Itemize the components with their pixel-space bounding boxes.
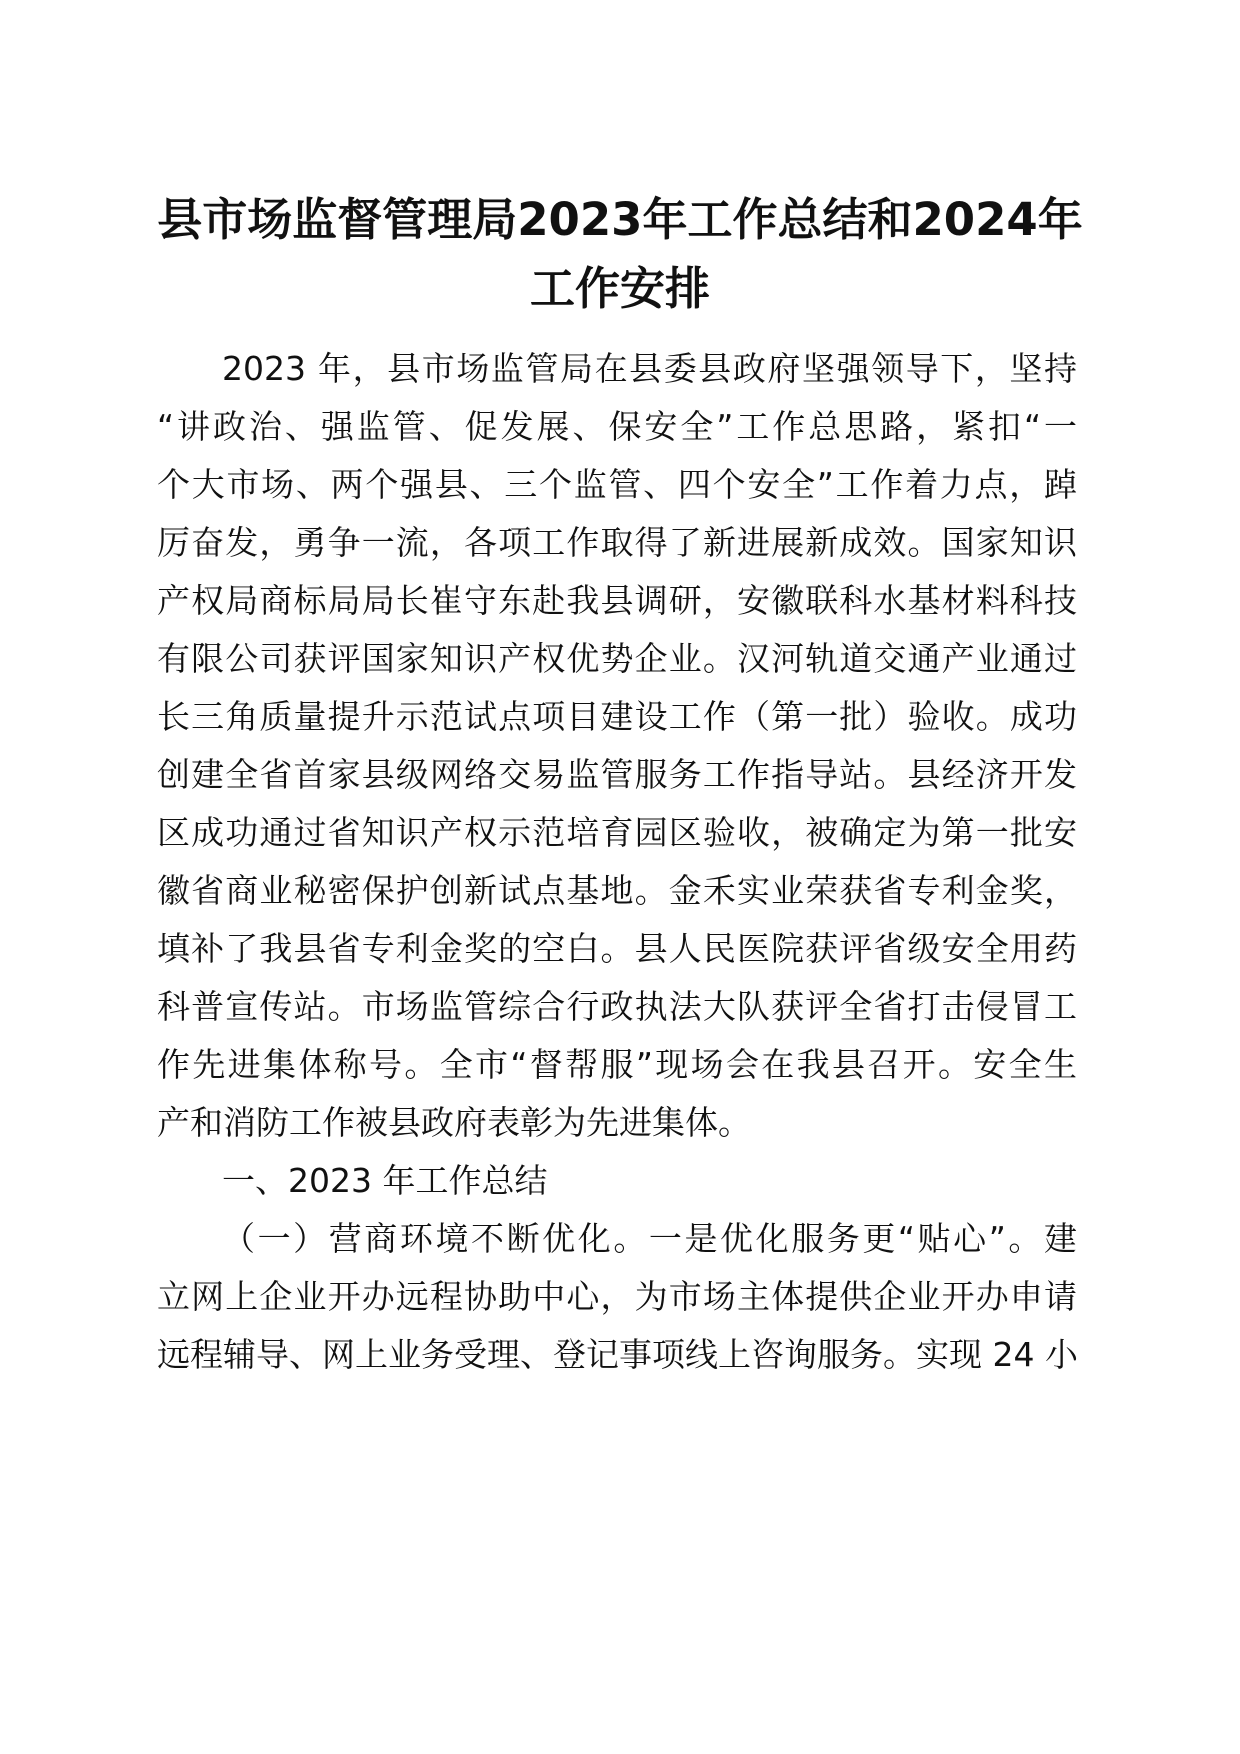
intro-paragraph-line: 产权局商标局局长崔守东赴我县调研，安徽联科水基材料科技: [157, 581, 1077, 620]
document-title-line-1: 县市场监督管理局2023年工作总结和2024年: [157, 193, 1083, 246]
intro-paragraph-line: 科普宣传站。市场监管综合行政执法大队获评全省打击侵冒工: [157, 987, 1077, 1026]
intro-paragraph-line: 创建全省首家县级网络交易监管服务工作指导站。县经济开发: [157, 755, 1077, 794]
section-paragraph-line: 远程辅导、网上业务受理、登记事项线上咨询服务。实现 24 小: [157, 1335, 1078, 1374]
section-heading: 一、2023 年工作总结: [222, 1161, 548, 1200]
intro-paragraph-line: 徽省商业秘密保护创新试点基地。金禾实业荣获省专利金奖，: [157, 871, 1077, 910]
intro-paragraph-line: 个大市场、两个强县、三个监管、四个安全”工作着力点，踔: [157, 465, 1077, 504]
intro-paragraph-line: 区成功通过省知识产权示范培育园区验收，被确定为第一批安: [157, 813, 1077, 852]
intro-paragraph-line: 作先进集体称号。全市“督帮服”现场会在我县召开。安全生: [157, 1045, 1077, 1084]
intro-paragraph-line: 2023 年，县市场监管局在县委县政府坚强领导下，坚持: [222, 349, 1077, 388]
intro-paragraph-line: 有限公司获评国家知识产权优势企业。汉河轨道交通产业通过: [157, 639, 1077, 678]
section-paragraph-line: 立网上企业开办远程协助中心，为市场主体提供企业开办申请: [157, 1277, 1077, 1316]
document-title-line-2: 工作安排: [529, 262, 710, 315]
intro-paragraph-line: 产和消防工作被县政府表彰为先进集体。: [157, 1103, 751, 1142]
intro-paragraph-line: 长三角质量提升示范试点项目建设工作（第一批）验收。成功: [157, 697, 1077, 736]
intro-paragraph-line: “讲政治、强监管、促发展、保安全”工作总思路，紧扣“一: [157, 407, 1077, 446]
intro-paragraph-line: 填补了我县省专利金奖的空白。县人民医院获评省级安全用药: [157, 929, 1077, 968]
section-paragraph-line: （一）营商环境不断优化。一是优化服务更“贴心”。建: [222, 1219, 1077, 1258]
intro-paragraph-line: 厉奋发，勇争一流，各项工作取得了新进展新成效。国家知识: [157, 523, 1077, 562]
